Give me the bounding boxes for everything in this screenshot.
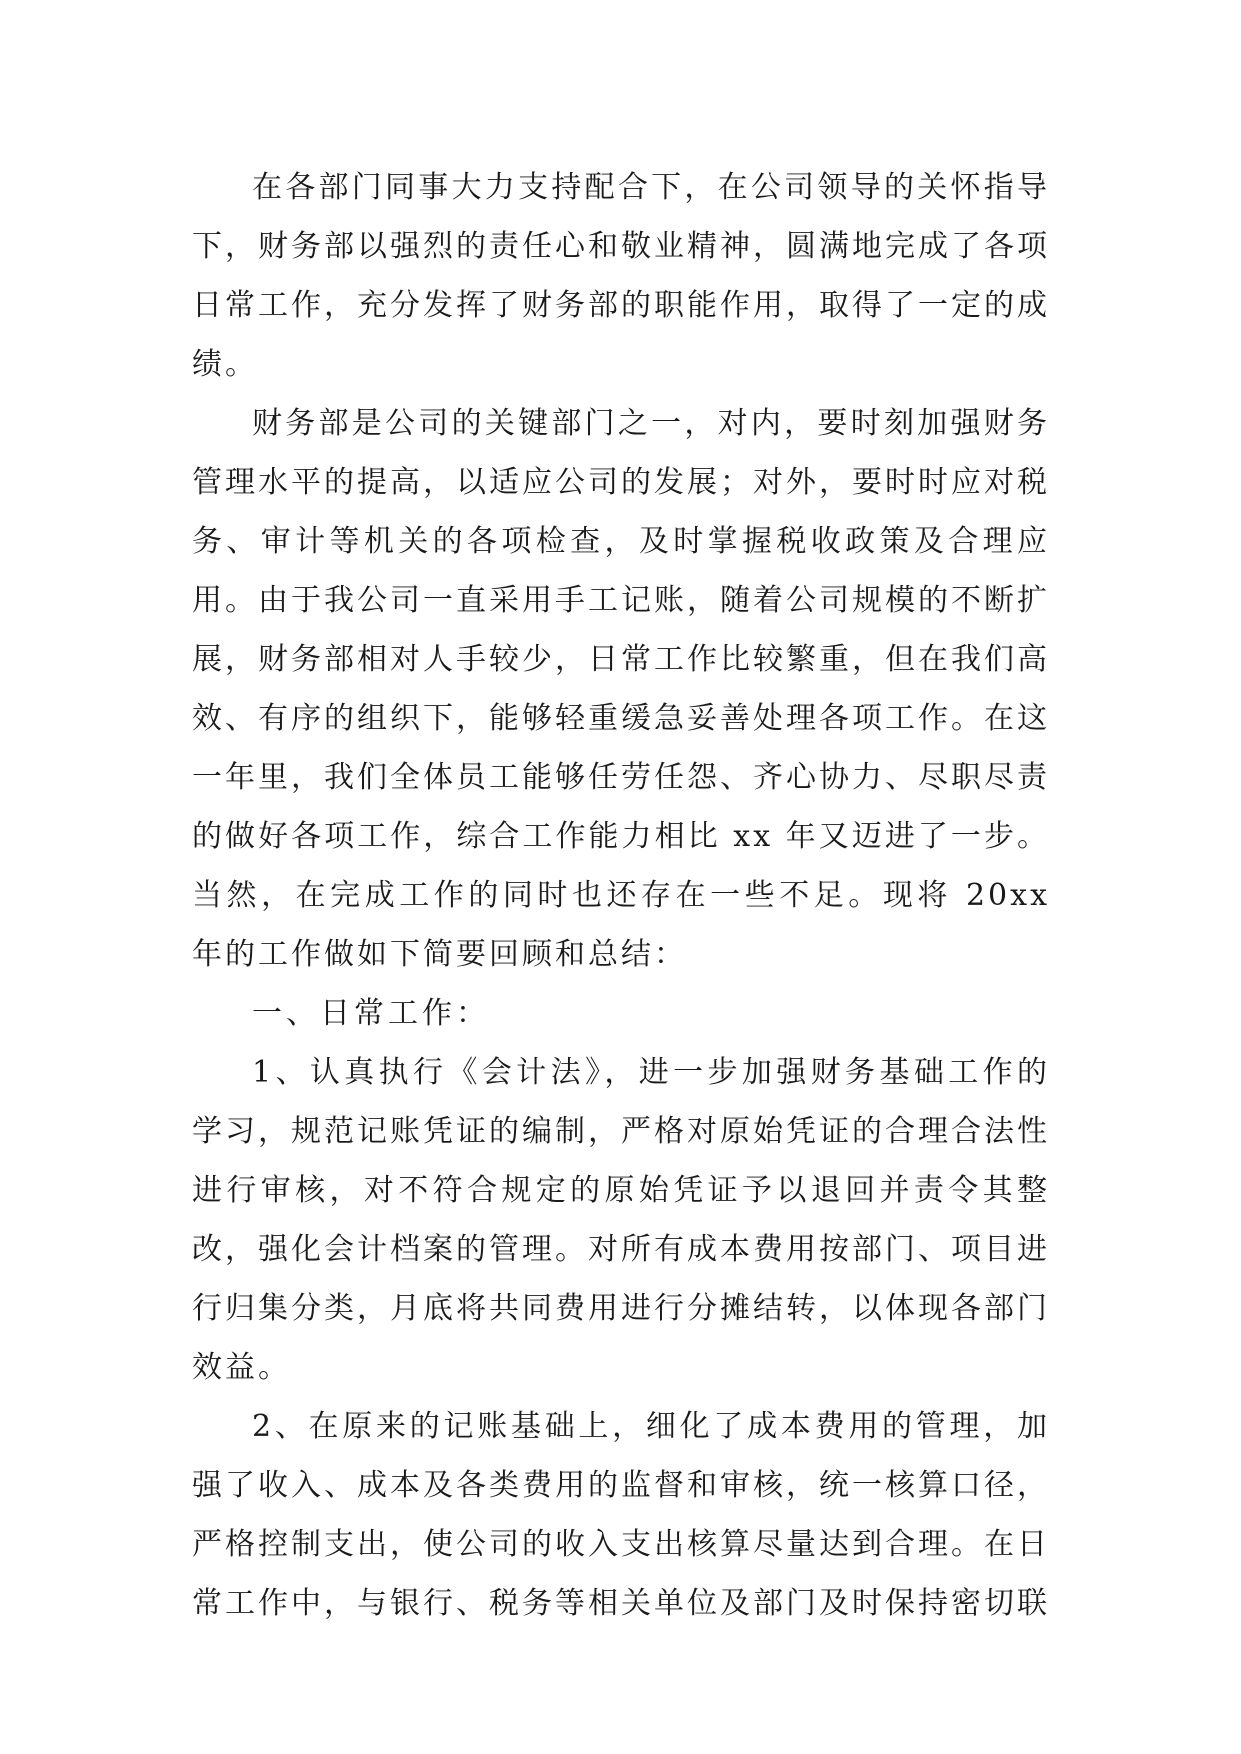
paragraph-item-2: 2、在原来的记账基础上，细化了成本费用的管理，加强了收入、成本及各类费用的监督和审核，统一核算口径，严格控制支出，使公司的收入支出核算尽量达到合理。在日常工作中，与银行、税务等相关单位及部门及时保持密切联 (192, 1409, 1050, 1621)
document-body (192, 158, 1050, 1633)
paragraph-item-1: 1、认真执行《会计法》，进一步加强财务基础工作的学习，规范记账凭证的编制，严格对原始凭证的合理合法性进行审核，对不符合规定的原始凭证予以退回并责令其整改，强化会计档案的管理。对所有成本费用按部门、项目进行归集分类，月底将共同费用进行分摊结转，以体现各部门效益。 (192, 1055, 1050, 1385)
paragraph-department-overview: 财务部是公司的关键部门之一，对内，要时刻加强财务管理水平的提高，以适应公司的发展；对外，要时时应对税务、审计等机关的各项检查，及时掌握税收政策及合理应用。由于我公司一直采用手工记账，随着公司规模的不断扩展，财务部相对人手较少，日常工作比较繁重，但在我们高效、有序的组织下，能够轻重缓急妥善处理各项工作。在这一年里，我们全体员工能够任劳任怨、齐心协力、尽职尽责的做好各项工作，综合工作能力相比 xx 年又迈进了一步。当然，在完成工作的同时也还存在一些不足。现将 20xx 年的工作做如下简要回顾和总结： (192, 406, 1050, 972)
section-heading-daily-work: 一、日常工作： (252, 996, 490, 1031)
paragraph-intro: 在各部门同事大力支持配合下，在公司领导的关怀指导下，财务部以强烈的责任心和敬业精神，圆满地完成了各项日常工作，充分发挥了财务部的职能作用，取得了一定的成绩。 (192, 170, 1050, 382)
